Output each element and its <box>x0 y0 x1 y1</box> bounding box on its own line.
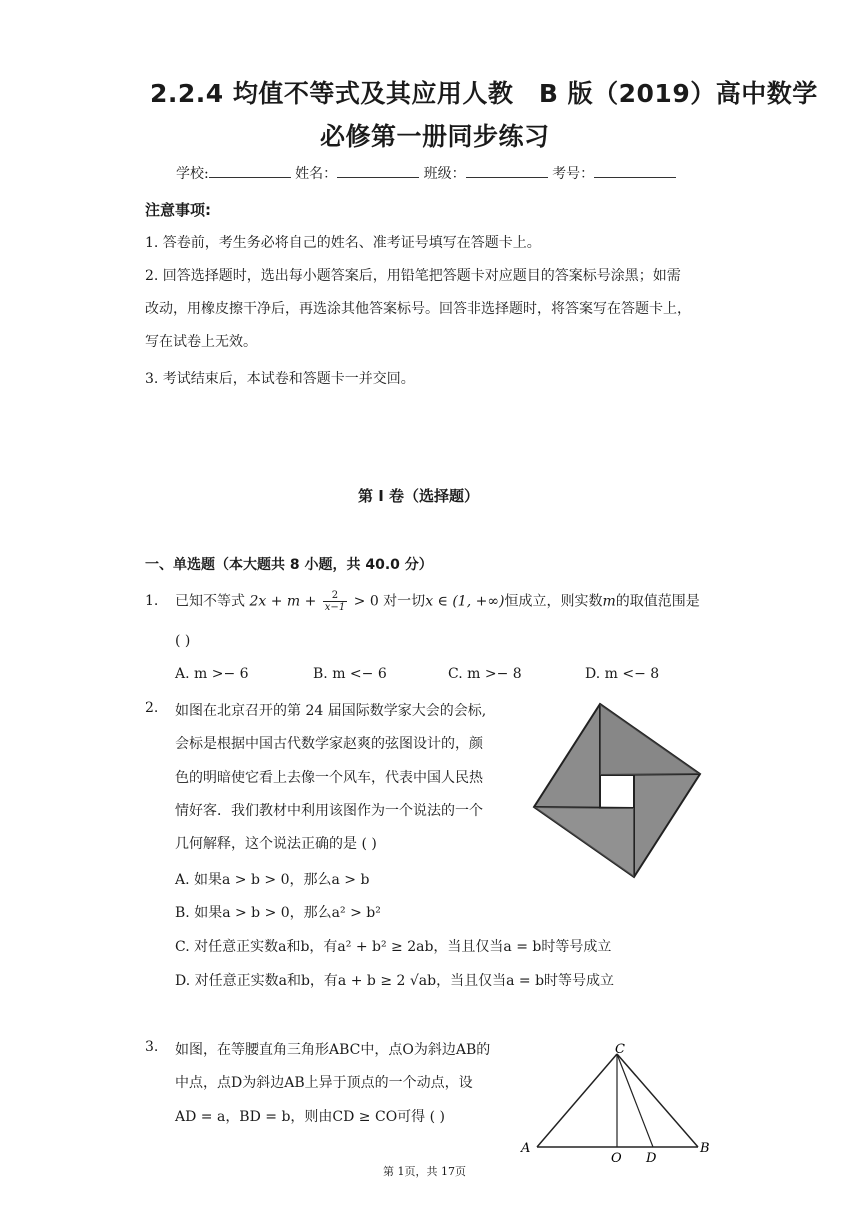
q2-line-3: 色的明暗使它看上去像一个风车，代表中国人民热 <box>175 770 483 786</box>
q2-option-a[interactable]: A. 如果a > b > 0，那么a > b <box>175 872 370 888</box>
label-d: D <box>646 1151 657 1163</box>
name-blank[interactable] <box>337 163 419 178</box>
q3-line-3: AD = a，BD = b，则由CD ≥ CO可得 ( ) <box>175 1109 445 1125</box>
exam-number-label: 考号： <box>552 166 595 182</box>
name-label: 姓名： <box>295 166 338 182</box>
q1-text-d: 的取值范围是 <box>615 593 700 610</box>
school-label: 学校: <box>176 166 209 182</box>
exam-number-blank[interactable] <box>594 163 676 178</box>
q1-answer-paren: ( ) <box>175 633 191 649</box>
q1-option-a[interactable]: A. m >− 6 <box>175 666 249 682</box>
q1-expr: 2x + m + <box>249 593 321 610</box>
q1-option-b[interactable]: B. m <− 6 <box>313 666 387 682</box>
doc-title-line1: 2.2.4 均值不等式及其应用人教 B 版（2019）高中数学 <box>150 79 818 108</box>
q1-text-a: 已知不等式 <box>175 593 250 610</box>
q1-fraction <box>323 590 347 613</box>
q1-domain: x ∈ (1, +∞) <box>425 593 505 610</box>
page-footer: 第 1页，共 17页 <box>383 1165 466 1178</box>
volume-title: 第 I 卷（选择题） <box>358 487 480 505</box>
q1-option-d[interactable]: D. m <− 8 <box>585 666 660 682</box>
school-blank[interactable] <box>209 163 291 178</box>
q3-number: 3. <box>145 1039 159 1055</box>
part-title: 一、单选题（本大题共 8 小题，共 40.0 分） <box>145 557 433 573</box>
label-c: C <box>615 1042 625 1057</box>
doc-title-line2: 必修第一册同步练习 <box>320 122 550 151</box>
windmill-inner-square <box>600 775 634 808</box>
q2-number: 2. <box>145 700 159 716</box>
q3-line-1: 如图，在等腰直角三角形ABC中，点O为斜边AB的 <box>175 1042 491 1058</box>
label-o: O <box>611 1151 622 1163</box>
info-fields <box>176 163 676 183</box>
class-label: 班级： <box>423 166 466 182</box>
q2-line-1: 如图在北京召开的第 24 届国际数学家大会的会标, <box>175 703 487 719</box>
label-b: B <box>700 1141 710 1156</box>
label-a: A <box>521 1141 531 1156</box>
notice-line-5: 3. 考试结束后，本试卷和答题卡一并交回。 <box>145 371 415 387</box>
notice-line-4: 写在试卷上无效。 <box>145 334 257 350</box>
notice-line-2: 2. 回答选择题时，选出每小题答案后，用铅笔把答题卡对应题目的答案标号涂黑；如需 <box>145 268 681 284</box>
notice-line-1: 1. 答卷前，考生务必将自己的姓名、准考证号填写在答题卡上。 <box>145 235 541 251</box>
q2-line-4: 情好客．我们教材中利用该图作为一个说法的一个 <box>175 803 483 819</box>
q2-option-c[interactable]: C. 对任意正实数a和b，有a² + b² ≥ 2ab，当且仅当a = b时等号成立 <box>175 939 612 955</box>
q1-text-c: 恒成立，则实数 <box>504 593 603 610</box>
string-diagram-figure <box>530 700 705 882</box>
q1-var: m <box>602 593 616 610</box>
q1-stem <box>175 590 700 613</box>
q1-frac-num: 2 <box>323 590 347 602</box>
q2-option-d[interactable]: D. 对任意正实数a和b，有a + b ≥ 2 √ab，当且仅当a = b时等号成立 <box>175 973 615 989</box>
q2-line-2: 会标是根据中国古代数学家赵爽的弦图设计的，颜 <box>175 736 483 752</box>
q1-option-c[interactable]: C. m >− 8 <box>448 666 522 682</box>
q1-text-b: > 0 对一切 <box>349 593 426 610</box>
q1-frac-den: x−1 <box>324 602 346 613</box>
q2-line-5: 几何解释，这个说法正确的是 ( ) <box>175 836 377 852</box>
q2-option-b[interactable]: B. 如果a > b > 0，那么a² > b² <box>175 905 381 921</box>
notice-heading: 注意事项: <box>145 201 211 219</box>
q3-line-2: 中点，点D为斜边AB上异于顶点的一个动点，设 <box>175 1075 473 1091</box>
triangle-figure <box>515 1038 715 1163</box>
notice-line-3: 改动，用橡皮擦干净后，再选涂其他答案标号。回答非选择题时，将答案写在答题卡上， <box>145 301 691 317</box>
class-blank[interactable] <box>466 163 548 178</box>
q1-number: 1. <box>145 593 159 609</box>
